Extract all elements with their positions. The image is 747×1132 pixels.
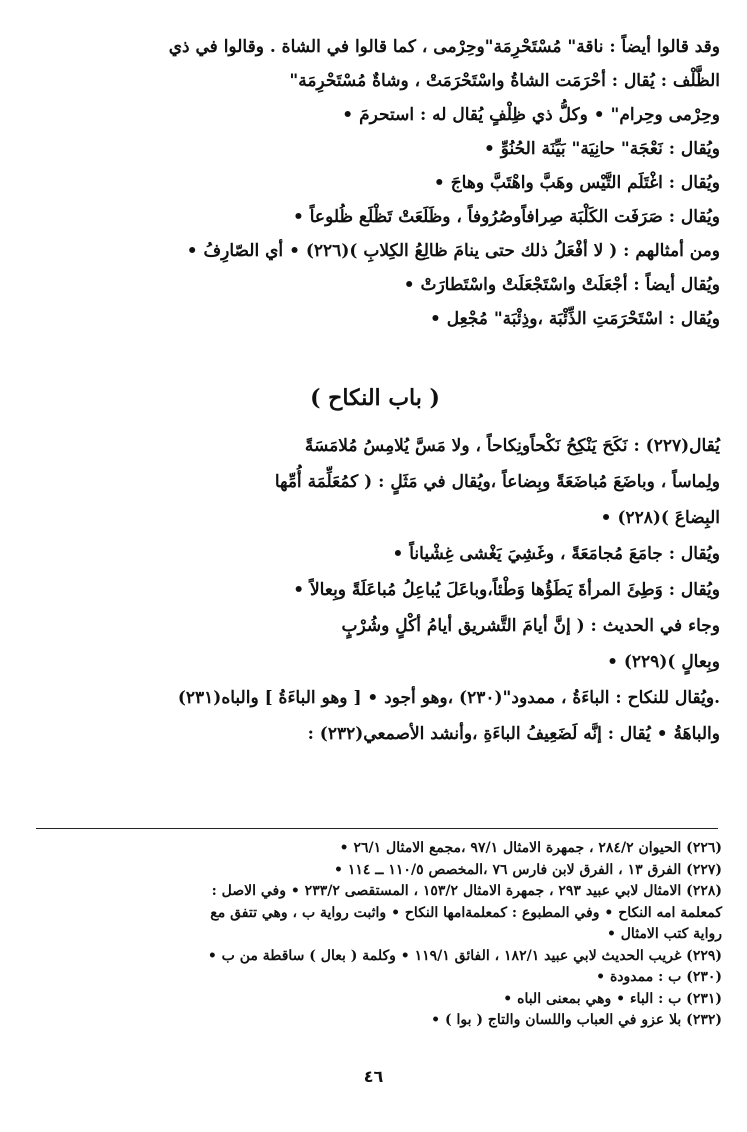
text-line: ويُقال : اسْتَحْرَمَتِ الذِّئْبَة ،وذِئْبَة" مُجْعِل • [429, 309, 720, 329]
text-line: وقد قالوا أيضاً : ناقة" مُسْتَحْرِمَة"وحِرْمى ، كما قالوا في الشاة . وقالوا في ذي [168, 37, 720, 57]
footnote-divider [36, 828, 718, 829]
footnote: (٢٣٢) بلا عزو في العباب واللسان والتاج ( بوا ) • [431, 1012, 722, 1028]
text-line: وبِعالٍ )(٢٢٩) • [607, 652, 720, 672]
footnote: (٢٣٠) ب : ممدودة • [596, 969, 722, 985]
text-line: ويُقال : صَرَفَت الكَلْبَة صِرافاًوصُرُوفاً ، وظَلَعَتْ تَظْلَع ظُلوعاً • [292, 207, 720, 227]
chapter-body [30, 428, 720, 752]
footnote: (٢٢٨) الامثال لابي عبيد ٢٩٣ ، جمهرة الامثال ١٥٣/٢ ، المستقصى ٢٣٣/٢ • وفي الاصل : [211, 883, 722, 899]
page-number: ٤٦ [363, 1067, 384, 1086]
text-line: ويُقال : نَعْجَة" حانِيَة" بَيِّنَة الحُنُوِّ • [483, 139, 720, 159]
main-text-block [30, 30, 720, 752]
footnote-continuation: كمعلمة امه النكاح • وفي المطبوع : كمعلمةامها النكاح • واثبت رواية ب ، وهي تتفق مع [210, 904, 722, 921]
chapter-title: ( باب النكاح ) [310, 385, 440, 411]
text-line: ويُقال أيضاً : أجْعَلَتْ واسْتَجْعَلَتْ واسْتَطارَتْ • [403, 275, 720, 295]
footnotes-block [32, 838, 722, 1032]
footnote: (٢٢٧) الفرق ١٣ ، الفرق لابن فارس ٧٦ ،المخصص ١١٠/٥ ــ ١١٤ • [334, 861, 722, 878]
footnote-continuation: رواية كتب الامثال • [606, 926, 722, 942]
footnote: (٢٢٩) غريب الحديث لابي عبيد ١٨٢/١ ، الفائق ١١٩/١ • وكلمة ( بعال ) ساقطة من ب • [207, 947, 722, 964]
text-line: يُقال(٢٢٧) : نَكَحَ يَنْكِحُ نَكْحاًونِكاحاً ، ولا مَسَّ يُلامِسُ مُلامَسَةً [304, 436, 720, 456]
footnote: (٢٢٦) الحيوان ٢٨٤/٢ ، جمهرة الامثال ٩٧/١ ،مجمع الامثال ٢٦/١ • [339, 840, 722, 856]
footnote: (٢٣١) ب : الباء • وهي بمعنى الباه • [503, 990, 722, 1007]
text-line: الظَّلْف : يُقال : أحْرَمَت الشاةُ واسْتَحْرَمَتْ ، وشاةٌ مُسْتَحْرِمَة" [289, 71, 720, 91]
text-line: وحِرْمى وحِرام" • وكلُّ ذي ظِلْفٍ يُقال له : استحرمَ • [342, 105, 720, 125]
text-line: ومن أمثالهم : ( لا أفْعَلُ ذلك حتى ينامَ ظالِعُ الكِلابِ )(٢٢٦) • أي الصّارِفُ • [186, 241, 720, 261]
text-line: ويُقال : جامَعَ مُجامَعَةً ، وغَشِيَ يَغْشى غِشْياناً • [392, 544, 720, 564]
text-line: .ويُقال للنكاح : الباءَةُ ، ممدود"(٢٣٠) ،وهو أجود • [ وهو الباءَةُ ] والباه(٢٣١) [177, 688, 720, 708]
text-line: ويُقال : وَطِئَ المرأةَ يَطَؤُها وَطْئاً،وباعَلَ يُباعِلُ مُباعَلَةً وبِعالاً • [293, 580, 720, 600]
text-line: ويُقال : اغْتَلَم التَّيْس وهَبَّ واهْتَبَّ وهاجَ • [433, 173, 720, 193]
text-line: وجاء في الحديث : ( إنَّ أيامَ التَّشريق أيامُ أكْلٍ وشُرْبٍ [341, 616, 720, 636]
text-line: ولِماساً ، وباضَعَ مُباضَعَةً وبِضاعاً ،ويُقال في مَثَلٍ : ( كمُعَلِّمَة أُمِّها [274, 472, 720, 492]
text-line: والباهَةُ • يُقال : إنَّه لَضَعِيفُ الباءَةِ ،وأنشد الأصمعي(٢٣٢) : [307, 724, 720, 744]
text-line: البِضاعَ )(٢٢٨) • [600, 508, 720, 528]
